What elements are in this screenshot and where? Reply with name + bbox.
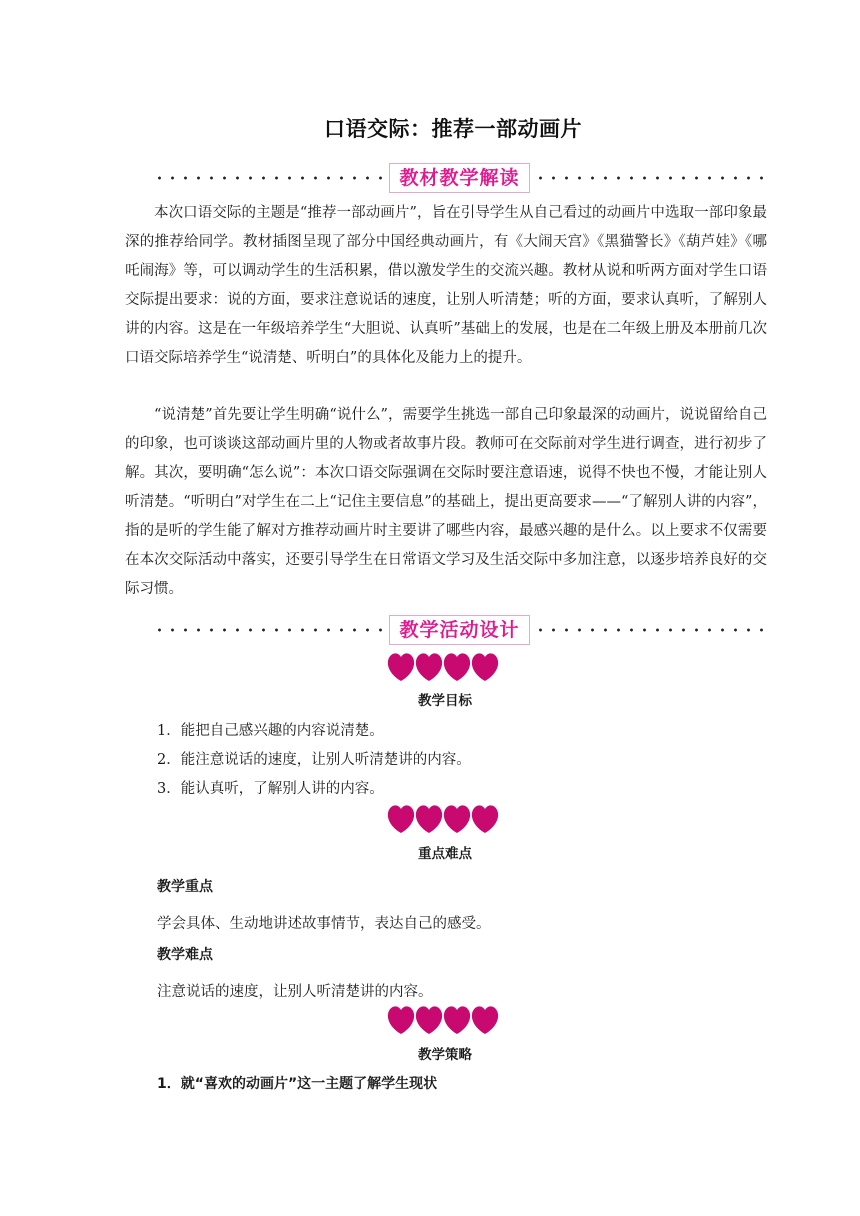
petal-icon — [443, 1005, 471, 1035]
focus-label: 教学重点 — [157, 879, 213, 895]
petal-icon — [415, 652, 443, 682]
strategy-item-1: 1．就“喜欢的动画片”这一主题了解学生现状 — [157, 1076, 438, 1092]
petal-icon — [415, 804, 443, 834]
goal-item-2: 2．能注意说话的速度，让别人听清楚讲的内容。 — [157, 752, 471, 768]
petal-decoration-1 — [387, 652, 503, 684]
dotted-line-icon — [534, 628, 770, 632]
section-header-1 — [153, 163, 770, 193]
goal-item-1: 1．能把自己感兴趣的内容说清楚。 — [157, 723, 384, 739]
petal-decoration-2 — [387, 804, 503, 836]
petal-icon — [471, 804, 499, 834]
page-title: 口语交际：推荐一部动画片 — [324, 117, 582, 141]
dotted-line-icon — [153, 628, 385, 632]
section-header-2 — [153, 615, 770, 645]
petal-icon — [471, 652, 499, 682]
paragraph-2: “说清楚”首先要让学生明确“说什么”，需要学生挑选一部自己印象最深的动画片，说说留给自己的印象，也可谈谈这部动画片里的人物或者故事片段。教师可在交际前对学生进行调查，进行初步了解。其次，要明确“怎么说”：本次口语交际强调在交际时要注意语速，说得不快也不慢，才能让别人听清楚。“听明白”对学生在二上“记住主要信息”的基础上，提出更高要求——“了解别人讲的内容”，指的是听的学生能了解对方推荐动画片时主要讲了哪些内容，最感兴趣的是什么。以上要求不仅需要在本次交际活动中落实，还要引导学生在日常语文学习及生活交际中多加注意，以逐步培养良好的交际习惯。 — [125, 407, 767, 597]
dotted-line-icon — [534, 176, 770, 180]
subheading-strategy: 教学策略 — [418, 1047, 472, 1063]
petal-icon — [471, 1005, 499, 1035]
petal-icon — [415, 1005, 443, 1035]
petal-icon — [387, 1005, 415, 1035]
section-heading-1: 教材教学解读 — [389, 163, 530, 193]
subheading-goals: 教学目标 — [418, 693, 472, 709]
dotted-line-icon — [153, 176, 385, 180]
petal-icon — [443, 652, 471, 682]
section-heading-2: 教学活动设计 — [389, 615, 530, 645]
difficulty-label: 教学难点 — [157, 947, 213, 963]
subheading-keypoints: 重点难点 — [418, 846, 472, 862]
petal-decoration-3 — [387, 1005, 503, 1037]
petal-icon — [443, 804, 471, 834]
petal-icon — [387, 804, 415, 834]
petal-icon — [387, 652, 415, 682]
goal-item-3: 3．能认真听，了解别人讲的内容。 — [157, 781, 384, 797]
paragraph-1: 本次口语交际的主题是“推荐一部动画片”，旨在引导学生从自己看过的动画片中选取一部印象最深的推荐给同学。教材插图呈现了部分中国经典动画片，有《大闹天宫》《黑猫警长》《葫芦娃》《哪吒闹海》等，可以调动学生的生活积累，借以激发学生的交流兴趣。教材从说和听两方面对学生口语交际提出要求：说的方面，要求注意说话的速度，让别人听清楚；听的方面，要求认真听，了解别人讲的内容。这是在一年级培养学生“大胆说、认真听”基础上的发展，也是在二年级上册及本册前几次口语交际培养学生“说清楚、听明白”的具体化及能力上的提升。 — [125, 205, 767, 366]
focus-text: 学会具体、生动地讲述故事情节，表达自己的感受。 — [157, 916, 491, 932]
difficulty-text: 注意说话的速度，让别人听清楚讲的内容。 — [157, 984, 433, 1000]
